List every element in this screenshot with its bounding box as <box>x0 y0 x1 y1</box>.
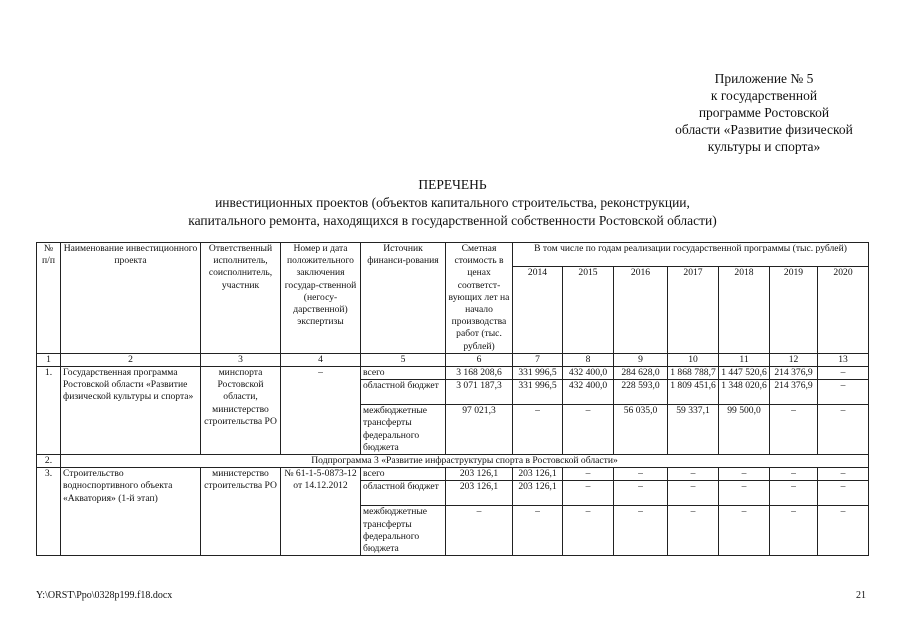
appendix-line: к государственной <box>710 88 818 103</box>
year-value: 203 126,1 <box>513 481 563 506</box>
investment-projects-table <box>36 242 869 556</box>
row-num: 3. <box>37 468 61 556</box>
column-number: 6 <box>446 353 513 366</box>
project-name: Государственная программа Ростовской области «Развитие физической культуры и спорта» <box>61 367 201 455</box>
header-year: 2015 <box>563 267 614 354</box>
year-value: 56 035,0 <box>614 405 668 455</box>
year-value: – <box>818 367 869 380</box>
year-value: 214 376,9 <box>770 380 818 405</box>
column-numbers-row <box>37 353 869 366</box>
year-value: 432 400,0 <box>563 380 614 405</box>
estimated-cost: 3 071 187,3 <box>446 380 513 405</box>
year-value: – <box>818 506 869 556</box>
row-num: 1. <box>37 367 61 455</box>
column-number: 8 <box>563 353 614 366</box>
header-year: 2016 <box>614 267 668 354</box>
header-funding-source: Источник финанси-рования <box>361 243 446 354</box>
year-value: – <box>513 506 563 556</box>
appendix-line: культуры и спорта» <box>707 139 821 154</box>
estimated-cost: 97 021,3 <box>446 405 513 455</box>
header-project-name: Наименование инвестиционного проекта <box>61 243 201 354</box>
year-value: – <box>818 405 869 455</box>
year-value: 203 126,1 <box>513 468 563 481</box>
year-value: 1 809 451,6 <box>668 380 719 405</box>
column-number: 1 <box>37 353 61 366</box>
header-responsible: Ответственный исполнитель, соисполнитель, участник <box>201 243 281 354</box>
year-value: 1 447 520,6 <box>719 367 770 380</box>
funding-source: областной бюджет <box>361 481 446 506</box>
document-title: ПЕРЕЧЕНЬ <box>418 177 487 192</box>
page-number: 21 <box>856 590 866 601</box>
header-year: 2019 <box>770 267 818 354</box>
column-number: 9 <box>614 353 668 366</box>
project-name: Строительство водноспортивного объекта «Акватория» (1-й этап) <box>61 468 201 556</box>
column-number: 7 <box>513 353 563 366</box>
document-subtitle-line-1: инвестиционных проектов (объектов капитального строительства, реконструкции, <box>215 195 690 210</box>
document-subtitle-line-2: капитального ремонта, находящихся в государственной собственности Ростовской области) <box>188 213 717 228</box>
header-estimated-cost: Сметная стоимость в ценах соответст-вующих лет на начало производства работ (тыс. рублей) <box>446 243 513 354</box>
column-number: 11 <box>719 353 770 366</box>
year-value: – <box>770 506 818 556</box>
year-value: – <box>818 380 869 405</box>
table-row <box>37 468 869 481</box>
year-value: – <box>513 405 563 455</box>
responsible: министерство строительства РО <box>201 468 281 556</box>
estimated-cost: 3 168 208,6 <box>446 367 513 380</box>
year-value: – <box>563 481 614 506</box>
year-value: – <box>770 481 818 506</box>
document-heading <box>0 176 905 230</box>
funding-source: областной бюджет <box>361 380 446 405</box>
column-number: 10 <box>668 353 719 366</box>
funding-source: всего <box>361 468 446 481</box>
year-value: 99 500,0 <box>719 405 770 455</box>
estimated-cost: 203 126,1 <box>446 481 513 506</box>
year-value: – <box>668 506 719 556</box>
year-value: – <box>818 481 869 506</box>
year-value: – <box>770 405 818 455</box>
column-number: 4 <box>281 353 361 366</box>
table-row <box>37 367 869 380</box>
column-number: 5 <box>361 353 446 366</box>
year-value: 1 348 020,6 <box>719 380 770 405</box>
estimated-cost: – <box>446 506 513 556</box>
column-number: 12 <box>770 353 818 366</box>
year-value: 59 337,1 <box>668 405 719 455</box>
funding-source: всего <box>361 367 446 380</box>
year-value: – <box>668 481 719 506</box>
funding-source: межбюджетные трансферты федерального бюджета <box>361 506 446 556</box>
estimated-cost: 203 126,1 <box>446 468 513 481</box>
subprogram-title: Подпрограмма 3 «Развитие инфраструктуры спорта в Ростовской области» <box>61 455 869 468</box>
column-number: 3 <box>201 353 281 366</box>
appendix-line: программе Ростовской <box>698 105 830 120</box>
header-num: № п/п <box>37 243 61 354</box>
appendix-line: Приложение № 5 <box>714 71 814 86</box>
column-number: 2 <box>61 353 201 366</box>
header-expertise-number: Номер и дата положительного заключения государ-ственной (негосу-дарственной) экспертизы <box>281 243 361 354</box>
header-year: 2014 <box>513 267 563 354</box>
funding-source: межбюджетные трансферты федерального бюджета <box>361 405 446 455</box>
year-value: – <box>614 506 668 556</box>
appendix-block <box>648 70 880 155</box>
year-value: – <box>719 506 770 556</box>
year-value: 331 996,5 <box>513 367 563 380</box>
year-value: 1 868 788,7 <box>668 367 719 380</box>
year-value: – <box>563 506 614 556</box>
year-value: 331 996,5 <box>513 380 563 405</box>
appendix-line: области «Развитие физической <box>675 122 853 137</box>
year-value: 228 593,0 <box>614 380 668 405</box>
expertise-number: – <box>281 367 361 455</box>
responsible: минспорта Ростовской области, министерство строительства РО <box>201 367 281 455</box>
year-value: – <box>614 481 668 506</box>
year-value: – <box>770 468 818 481</box>
year-value: – <box>719 468 770 481</box>
column-number: 13 <box>818 353 869 366</box>
year-value: – <box>614 468 668 481</box>
year-value: – <box>668 468 719 481</box>
header-year: 2020 <box>818 267 869 354</box>
expertise-number: № 61-1-5-0873-12 от 14.12.2012 <box>281 468 361 556</box>
file-path: Y:\ORST\Ppo\0328p199.f18.docx <box>36 590 173 601</box>
year-value: – <box>818 468 869 481</box>
subprogram-row <box>37 455 869 468</box>
header-years-group: В том числе по годам реализации государственной программы (тыс. рублей) <box>513 243 869 267</box>
header-row <box>37 243 869 267</box>
year-value: – <box>563 468 614 481</box>
header-year: 2017 <box>668 267 719 354</box>
year-value: – <box>719 481 770 506</box>
header-year: 2018 <box>719 267 770 354</box>
year-value: 284 628,0 <box>614 367 668 380</box>
year-value: 214 376,9 <box>770 367 818 380</box>
year-value: – <box>563 405 614 455</box>
year-value: 432 400,0 <box>563 367 614 380</box>
row-num: 2. <box>37 455 61 468</box>
